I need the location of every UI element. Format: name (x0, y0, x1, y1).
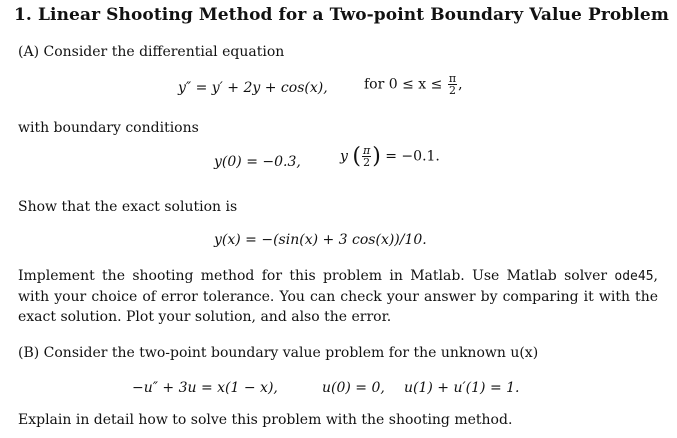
domain-prefix: for 0 ≤ x ≤ (364, 76, 443, 93)
exact-solution: y(x) = −(sin(x) + 3 cos(x))/10. (214, 232, 427, 248)
part-b-bc-1: u(0) = 0, (322, 380, 385, 396)
exact-intro: Show that the exact solution is (18, 199, 238, 215)
part-b-equation: −u″ + 3u = x(1 − x), (132, 380, 278, 396)
task-text-2: , with your choice of error tolerance. You can check your answer by comparing it with the exact solution. Plot your solution, and also the error. (18, 268, 658, 325)
domain-suffix: , (458, 76, 463, 93)
bc2-rhs: = −0.1. (385, 148, 440, 165)
domain-fraction (448, 73, 457, 96)
part-b-intro: (B) Consider the two-point boundary value problem for the unknown u(x) (18, 345, 539, 361)
domain-condition (364, 73, 463, 96)
part-a-intro: (A) Consider the differential equation (18, 44, 285, 60)
bc2-frac-den: 2 (363, 156, 371, 169)
part-a-task (18, 266, 658, 327)
bc2-fraction (362, 145, 371, 168)
domain-frac-num: π (448, 72, 457, 85)
bc2-y: y (340, 148, 348, 165)
domain-frac-den: 2 (448, 84, 456, 97)
part-b-bc-2: u(1) + u′(1) = 1. (404, 380, 520, 396)
boundary-condition-1: y(0) = −0.3, (214, 154, 301, 170)
bc2-frac-num: π (362, 144, 371, 157)
boundary-condition-2 (340, 144, 440, 169)
matlab-solver-code: ode45 (614, 269, 654, 284)
task-text-1: Implement the shooting method for this problem in Matlab. Use Matlab solver (18, 268, 615, 284)
ode-equation: y″ = y′ + 2y + cos(x), (178, 80, 328, 96)
part-b-task: Explain in detail how to solve this problem with the shooting method. (18, 412, 513, 428)
bc2-open-paren: ( (352, 144, 361, 169)
bc2-close-paren: ) (372, 144, 381, 169)
problem-title: 1. Linear Shooting Method for a Two-point Boundary Value Problem (14, 5, 669, 25)
bc-intro: with boundary conditions (18, 120, 199, 136)
